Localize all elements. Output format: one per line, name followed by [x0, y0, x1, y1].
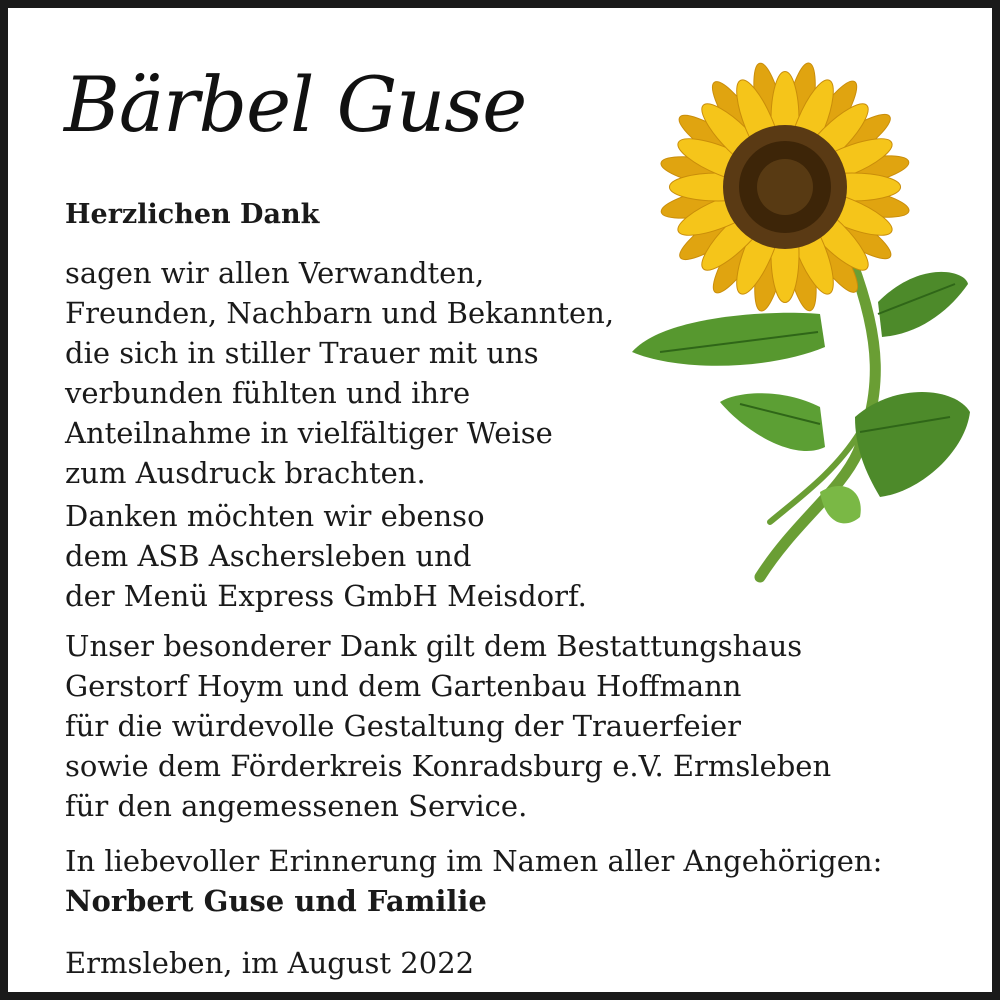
paragraph-thanks [65, 253, 614, 493]
text-line: der Menü Express GmbH Meisdorf. [65, 579, 587, 613]
text-line: für den angemessenen Service. [65, 789, 528, 823]
sunflower-icon [620, 52, 976, 592]
place-date-block [65, 943, 474, 983]
text-line: dem ASB Aschersleben und [65, 539, 472, 573]
text-line: Danken möchten wir ebenso [65, 499, 485, 533]
text-line: Freunden, Nachbarn und Bekannten, [65, 296, 615, 330]
text-line: sagen wir allen Verwandten, [65, 256, 485, 290]
closing-block [65, 841, 882, 921]
place-date: Ermsleben, im August 2022 [65, 946, 475, 980]
thanks-heading: Herzlichen Dank [65, 199, 320, 230]
deceased-name: Bärbel Guse [64, 60, 527, 149]
text-line: sowie dem Förderkreis Konradsburg e.V. Ermsleben [65, 749, 832, 783]
paragraph-services [65, 496, 587, 616]
paragraph-special-thanks [65, 626, 831, 826]
text-line: zum Ausdruck brachten. [65, 456, 426, 490]
text-line: die sich in stiller Trauer mit uns [65, 336, 539, 370]
text-line: Gerstorf Hoym und dem Gartenbau Hoffmann [65, 669, 742, 703]
text-line: Anteilnahme in vielfältiger Weise [65, 416, 553, 450]
text-line: für die würdevolle Gestaltung der Trauerfeier [65, 709, 741, 743]
text-line: Unser besonderer Dank gilt dem Bestattungshaus [65, 629, 803, 663]
closing-line: In liebevoller Erinnerung im Namen aller Angehörigen: [65, 844, 883, 878]
text-line: verbunden fühlten und ihre [65, 376, 471, 410]
signature: Norbert Guse und Familie [65, 884, 487, 918]
